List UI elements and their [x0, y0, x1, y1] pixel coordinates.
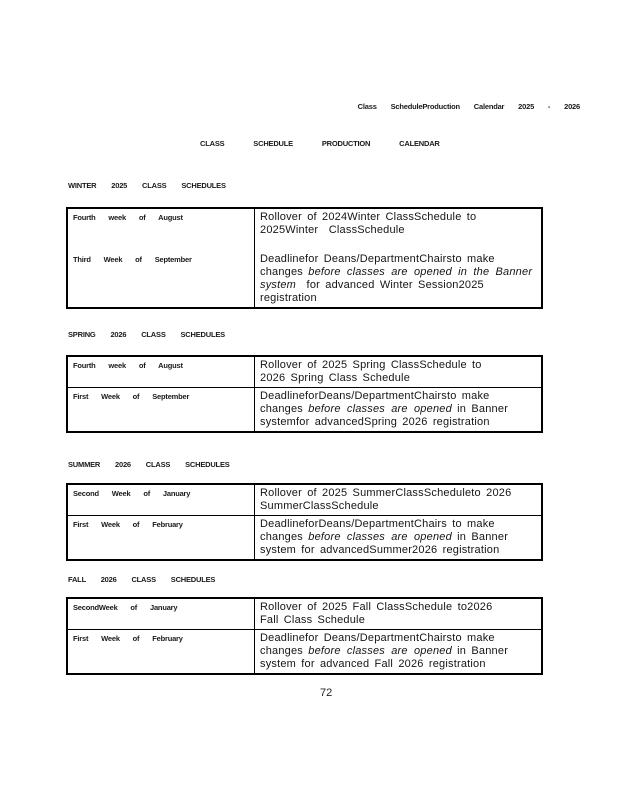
schedule-section [66, 330, 544, 433]
schedule-section [66, 181, 544, 309]
schedule-row [67, 356, 542, 388]
schedule-when-cell: Third Week of September [73, 255, 192, 264]
section-heading: WINTER 2025 CLASS SCHEDULES [68, 181, 226, 190]
schedule-section [66, 460, 544, 561]
page-number: 72 [320, 687, 333, 699]
schedule-what-run: in Banner [451, 645, 509, 657]
schedule-what-run: Rollover of 2025 Fall ClassSchedule to2026 [260, 601, 493, 613]
schedule-what-run: registration [260, 292, 317, 304]
schedule-what-cell [255, 208, 543, 251]
schedule-when-cell: Second Week of January [73, 489, 191, 498]
schedule-when-cell: Fourth week of August [73, 213, 183, 222]
schedule-what-run: in Banner [451, 531, 509, 543]
schedule-what-run: system for advancedSummer2026 registration [260, 544, 500, 556]
schedule-what-run: DeadlineforDeans/DepartmentChairs to make [260, 518, 495, 530]
schedule-what-cell [255, 388, 543, 433]
schedule-when-cell: First Week of February [67, 516, 255, 561]
schedule-row [67, 630, 542, 675]
schedule-row [67, 598, 542, 630]
schedule-when-cell: Fourth week of August [73, 361, 183, 370]
schedule-what-cell [255, 251, 543, 308]
schedule-what-run: changes [260, 531, 309, 543]
schedule-table [66, 483, 543, 561]
schedule-what-run: 2025Winter ClassSchedule [260, 224, 405, 236]
schedule-row [67, 208, 542, 251]
schedule-what-run: in Banner [451, 403, 509, 415]
schedule-what-cell [255, 598, 543, 630]
section-heading: SPRING 2026 CLASS SCHEDULES [68, 330, 225, 339]
schedule-row [67, 388, 542, 433]
schedule-what-cell [255, 484, 543, 516]
schedule-what-run: changes [260, 403, 309, 415]
schedule-what-run: systemfor advancedSpring 2026 registration [260, 416, 490, 428]
schedule-what-run: changes [260, 645, 309, 657]
schedule-what-italic-run: before classes are opened [308, 403, 452, 415]
schedule-table [66, 597, 543, 675]
schedule-what-run: Deadlinefor Deans/DepartmentChairsto make [260, 253, 495, 265]
schedule-what-run: Rollover of 2024Winter ClassSchedule to [260, 211, 477, 223]
page-title: CLASS SCHEDULE PRODUCTION CALENDAR [200, 139, 440, 148]
schedule-what-italic-run: system [260, 279, 297, 291]
schedule-what-run: Rollover of 2025 SummerClassScheduleto 2026 [260, 487, 512, 499]
section-heading: FALL 2026 CLASS SCHEDULES [68, 575, 216, 584]
schedule-what-run: SummerClassSchedule [260, 500, 379, 512]
schedule-what-run: DeadlineforDeans/DepartmentChairsto make [260, 390, 490, 402]
schedule-what-run: Fall Class Schedule [260, 614, 366, 626]
schedule-row [67, 484, 542, 516]
schedule-row [67, 516, 542, 561]
schedule-what-run: Deadlinefor Deans/DepartmentChairsto make [260, 632, 495, 644]
schedule-table [66, 207, 543, 309]
schedule-what-italic-run: before classes are opened [308, 531, 452, 543]
running-header: Class ScheduleProduction Calendar 2025 - 2026 [357, 102, 580, 111]
schedule-section [66, 575, 544, 675]
schedule-what-cell [255, 630, 543, 675]
schedule-what-run: changes [260, 266, 309, 278]
schedule-what-run: for advanced Winter Session2025 [296, 279, 484, 291]
schedule-what-italic-run: before classes are opened [308, 645, 452, 657]
schedule-what-run: system for advanced Fall 2026 registration [260, 658, 486, 670]
schedule-when-cell: First Week of September [67, 388, 255, 433]
schedule-what-run: Rollover of 2025 Spring ClassSchedule to [260, 359, 482, 371]
schedule-what-italic-run: before classes are opened in the Banner [308, 266, 533, 278]
schedule-when-cell: SecondWeek of January [73, 603, 178, 612]
section-heading: SUMMER 2026 CLASS SCHEDULES [68, 460, 230, 469]
schedule-what-cell [255, 516, 543, 561]
schedule-what-run: 2026 Spring Class Schedule [260, 372, 411, 384]
schedule-row [67, 251, 542, 308]
schedule-what-cell [255, 356, 543, 388]
schedule-when-cell: First Week of February [67, 630, 255, 675]
schedule-table [66, 355, 543, 433]
